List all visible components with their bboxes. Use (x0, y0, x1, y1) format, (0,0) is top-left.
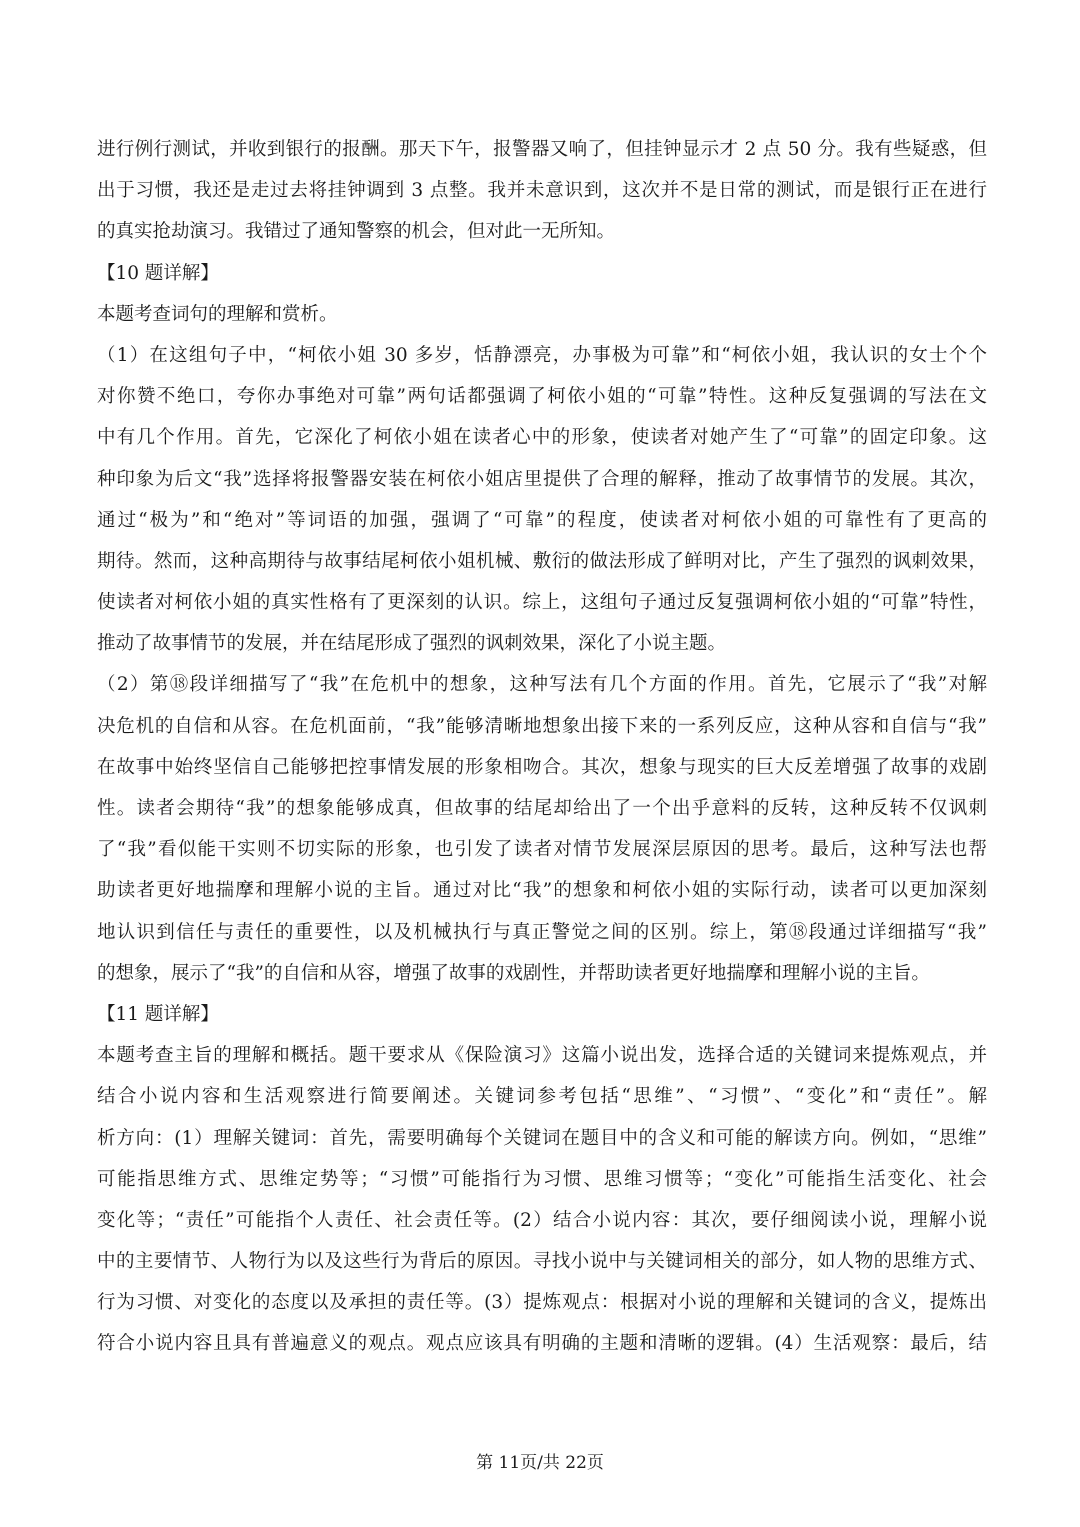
text-line: （2）第⑱段详细描写了“我”在危机中的想象，这种写法有几个方面的作用。首先，它展示了“我”对解 (97, 674, 987, 696)
text-line: 【10 题详解】 (97, 262, 219, 284)
text-line: 期待。然而，这种高期待与故事结尾柯依小姐机械、敷衍的做法形成了鲜明对比，产生了强烈的讽刺效果， (97, 550, 987, 572)
text-line: 决危机的自信和从容。在危机面前，“我”能够清晰地想象出接下来的一系列反应，这种从容和自信与“我” (97, 715, 987, 737)
text-line: 符合小说内容且具有普遍意义的观点。观点应该具有明确的主题和清晰的逻辑。(4）生活观察：最后，结 (97, 1333, 987, 1355)
text-line: 使读者对柯依小姐的真实性格有了更深刻的认识。综上，这组句子通过反复强调柯依小姐的“可靠”特性， (97, 592, 987, 614)
text-line: 的想象，展示了“我”的自信和从容，增强了故事的戏剧性，并帮助读者更好地揣摩和理解小说的主旨。 (97, 962, 930, 984)
text-line: 通过“极为”和“绝对”等词语的加强，强调了“可靠”的程度，使读者对柯依小姐的可靠性有了更高的 (97, 509, 987, 531)
text-line: 助读者更好地揣摩和理解小说的主旨。通过对比“我”的想象和柯依小姐的实际行动，读者可以更加深刻 (97, 880, 987, 902)
text-line: 行为习惯、对变化的态度以及承担的责任等。(3）提炼观点：根据对小说的理解和关键词的含义，提炼出 (97, 1292, 987, 1314)
text-line: 在故事中始终坚信自己能够把控事情发展的形象相吻合。其次，想象与现实的巨大反差增强了故事的戏剧 (97, 756, 987, 778)
text-line: 【11 题详解】 (97, 1003, 219, 1025)
page-number: 第 11页/共 22页 (476, 1453, 604, 1473)
text-line: 析方向：(1）理解关键词：首先，需要明确每个关键词在题目中的含义和可能的解读方向。例如，“思维” (97, 1127, 987, 1149)
text-line: 的真实抢劫演习。我错过了通知警察的机会，但对此一无所知。 (97, 221, 616, 243)
text-line: 了“我”看似能干实则不切实际的形象，也引发了读者对情节发展深层原因的思考。最后，这种写法也帮 (97, 839, 987, 861)
text-line: 结合小说内容和生活观察进行简要阐述。关键词参考包括“思维”、“习惯”、“变化”和“责任”。解 (97, 1086, 987, 1108)
text-line: 可能指思维方式、思维定势等；“习惯”可能指行为习惯、思维习惯等；“变化”可能指生活变化、社会 (97, 1168, 987, 1190)
text-line: 中的主要情节、人物行为以及这些行为背后的原因。寻找小说中与关键词相关的部分，如人物的思维方式、 (97, 1251, 987, 1273)
text-line: 变化等；“责任”可能指个人责任、社会责任等。(2）结合小说内容：其次，要仔细阅读小说，理解小说 (97, 1209, 987, 1231)
text-line: （1）在这组句子中，“柯依小姐 30 多岁，恬静漂亮，办事极为可靠”和“柯依小姐，我认识的女士个个 (97, 344, 987, 366)
text-line: 地认识到信任与责任的重要性，以及机械执行与真正警觉之间的区别。综上，第⑱段通过详细描写“我” (97, 921, 987, 943)
text-line: 出于习惯，我还是走过去将挂钟调到 3 点整。我并未意识到，这次并不是日常的测试，而是银行正在进行 (97, 180, 987, 202)
text-line: 对你赞不绝口，夸你办事绝对可靠”两句话都强调了柯依小姐的“可靠”特性。这种反复强调的写法在文 (97, 386, 987, 408)
document-body (97, 129, 987, 1365)
text-line: 本题考查词句的理解和赏析。 (97, 303, 338, 325)
text-line: 本题考查主旨的理解和概括。题干要求从《保险演习》这篇小说出发，选择合适的关键词来提炼观点，并 (97, 1045, 987, 1067)
text-line: 进行例行测试，并收到银行的报酬。那天下午，报警器又响了，但挂钟显示才 2 点 50 分。我有些疑惑，但 (97, 139, 987, 160)
text-line: 性。读者会期待“我”的想象能够成真，但故事的结尾却给出了一个出乎意料的反转，这种反转不仅讽刺 (97, 798, 987, 819)
text-line: 种印象为后文“我”选择将报警器安装在柯依小姐店里提供了合理的解释，推动了故事情节的发展。其次， (97, 468, 987, 490)
text-line: 推动了故事情节的发展，并在结尾形成了强烈的讽刺效果，深化了小说主题。 (97, 633, 727, 655)
text-line: 中有几个作用。首先，它深化了柯依小姐在读者心中的形象，使读者对她产生了“可靠”的固定印象。这 (97, 427, 987, 449)
